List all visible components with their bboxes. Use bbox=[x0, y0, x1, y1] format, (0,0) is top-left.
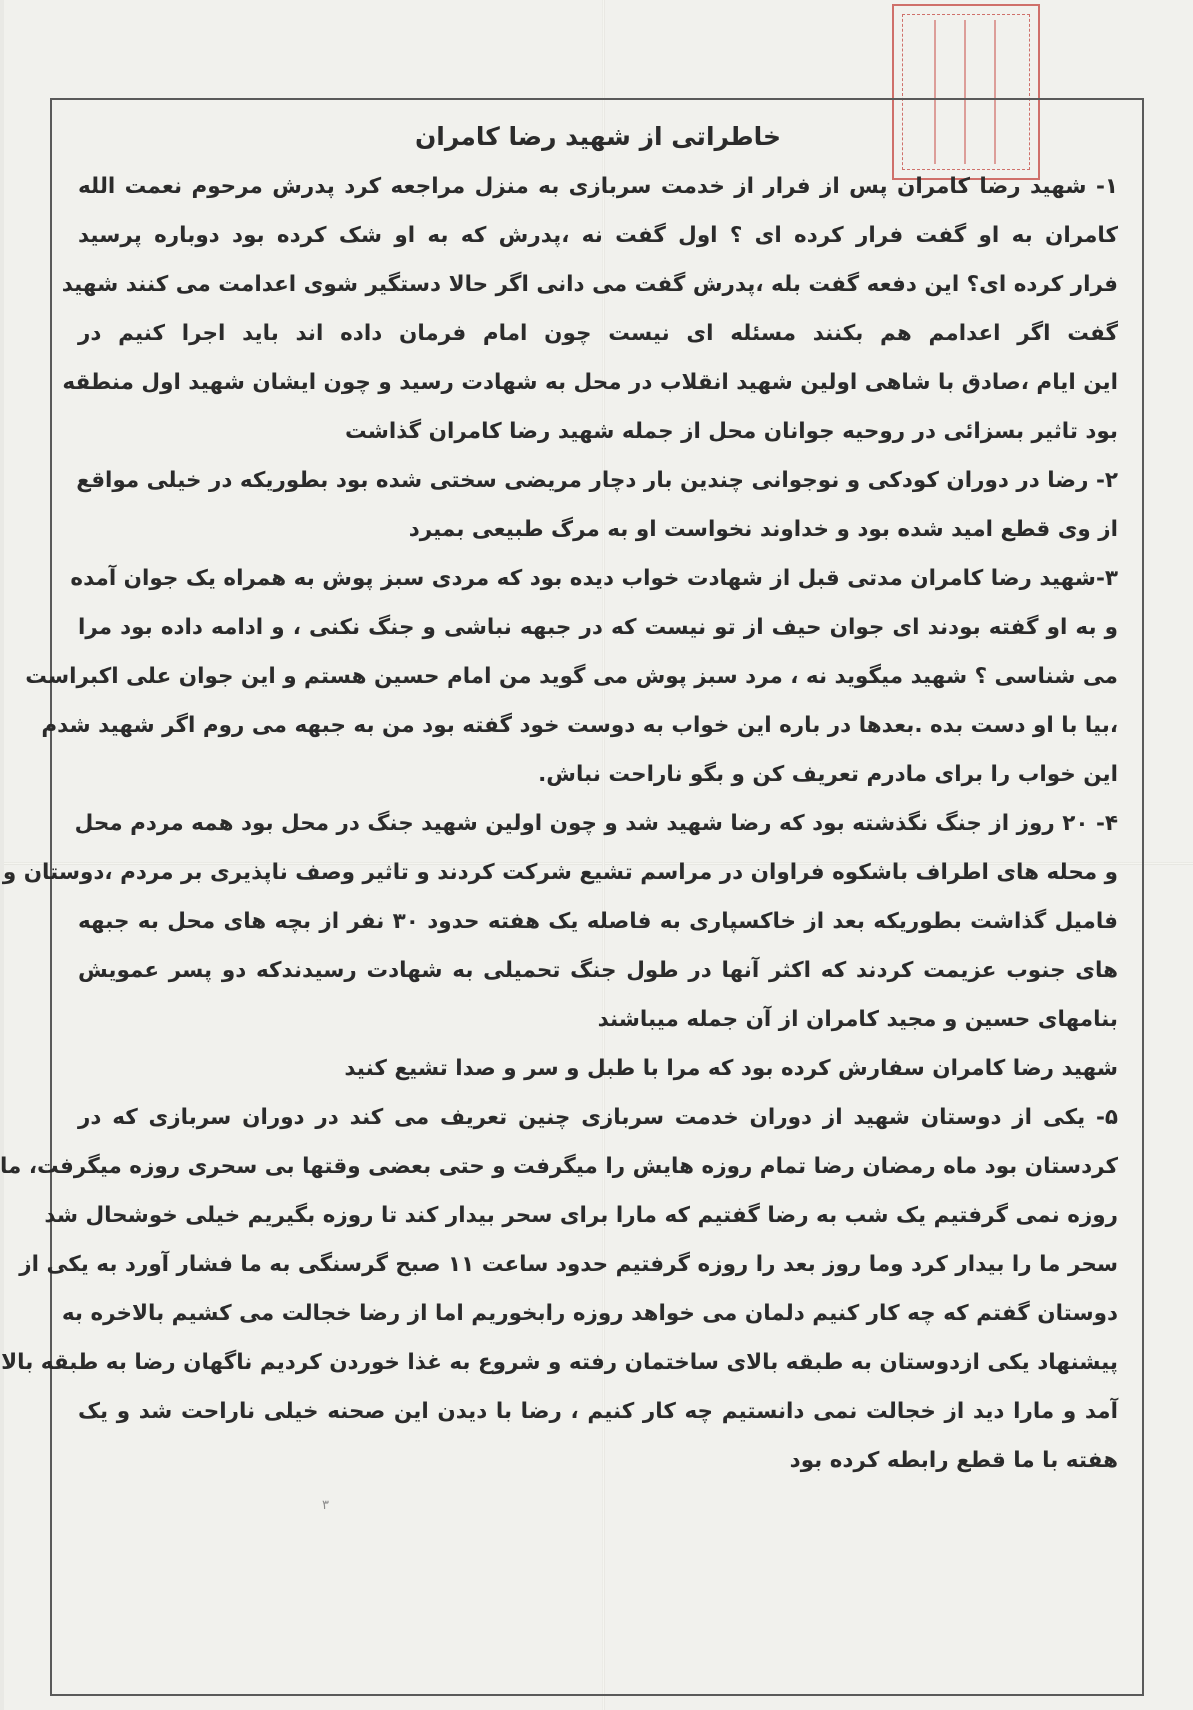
document-line: ۳-شهید رضا کامران مدتی قبل از شهادت خواب دیده بود که مردی سبز پوش به همراه یک جوان آمده bbox=[70, 566, 1118, 591]
document-line: پیشنهاد یکی ازدوستان به طبقه بالای ساختمان رفته و شروع به غذا خوردن کردیم ناگهان رضا به طبقه بالا bbox=[1, 1350, 1118, 1375]
document-line: گفت اگر اعدامم هم بکنند مسئله ای نیست چون امام فرمان داده اند باید اجرا کنیم در bbox=[78, 321, 1118, 346]
document-line: هفته با ما قطع رابطه کرده بود bbox=[789, 1448, 1118, 1473]
document-line: این خواب را برای مادرم تعریف کن و بگو ناراحت نباش. bbox=[538, 762, 1118, 787]
document-lines bbox=[0, 162, 1118, 1485]
document-line: سحر ما را بیدار کرد وما روز بعد را روزه گرفتیم حدود ساعت ۱۱ صبح گرسنگی به ما فشار آورد به یکی از bbox=[19, 1252, 1118, 1277]
document-line: می شناسی ؟ شهید میگوید نه ، مرد سبز پوش می گوید من امام حسین هستم و این جوان علی اکبراست bbox=[25, 664, 1118, 689]
document-line: ،بیا با او دست بده .بعدها در باره این خواب به دوست خود گفته بود من به جبهه می روم اگر شهید شدم bbox=[41, 713, 1118, 738]
document-line: ۲- رضا در دوران کودکی و نوجوانی چندین بار دچار مریضی سختی شده بود بطوریکه در خیلی مواقع bbox=[76, 468, 1118, 493]
document-line: دوستان گفتم که چه کار کنیم دلمان می خواهد روزه رابخوریم اما از رضا خجالت می کشیم بالاخره به bbox=[61, 1301, 1118, 1326]
document-line: و به او گفته بودند ای جوان حیف از تو نیست که در جبهه نباشی و جنگ نکنی ، و ادامه داده بود مرا bbox=[78, 615, 1118, 640]
document-line: روزه نمی گرفتیم یک شب به رضا گفتیم که مارا برای سحر بیدار کند تا روزه بگیریم خیلی خوشحال شد bbox=[44, 1203, 1118, 1228]
document-line: فامیل گذاشت بطوریکه بعد از خاکسپاری به فاصله یک هفته حدود ۳۰ نفر از بچه های محل به جبهه bbox=[78, 909, 1118, 934]
document-line: ۵- یکی از دوستان شهید از دوران خدمت سربازی چنین تعریف می کند در دوران سربازی که در bbox=[78, 1105, 1118, 1130]
document-line: کردستان بود ماه رمضان رضا تمام روزه هایش را میگرفت و حتی بعضی وقتها بی سحری روزه میگرفت، ما bbox=[0, 1154, 1118, 1179]
document-line: شهید رضا کامران سفارش کرده بود که مرا با طبل و سر و صدا تشیع کنید bbox=[344, 1056, 1118, 1081]
document-line: فرار کرده ای؟ این دفعه گفت بله ،پدرش گفت می دانی اگر حالا دستگیر شوی اعدامت می کنند شهید bbox=[61, 272, 1118, 297]
document-line: بنامهای حسین و مجید کامران از آن جمله میباشند bbox=[597, 1007, 1118, 1032]
document-line: آمد و مارا دید از خجالت نمی دانستیم چه کار کنیم ، رضا با دیدن این صحنه خیلی ناراحت شد و یک bbox=[78, 1399, 1118, 1424]
document-line: ۴- ۲۰ روز از جنگ نگذشته بود که رضا شهید شد و چون اولین شهید جنگ در محل بود همه مردم محل bbox=[74, 811, 1118, 836]
document-title: خاطراتی از شهید رضا کامران bbox=[414, 122, 782, 151]
document-line: بود تاثیر بسزائی در روحیه جوانان محل از جمله شهید رضا کامران گذاشت bbox=[344, 419, 1118, 444]
page-mark: ۳ bbox=[322, 1498, 329, 1513]
document-line: این ایام ،صادق با شاهی اولین شهید انقلاب در محل به شهادت رسید و چون ایشان شهید اول منطقه bbox=[62, 370, 1118, 395]
document-line: از وی قطع امید شده بود و خداوند نخواست او به مرگ طبیعی بمیرد bbox=[408, 517, 1118, 542]
document-line: های جنوب عزیمت کردند که اکثر آنها در طول جنگ تحمیلی به شهادت رسیدندکه دو پسر عمویش bbox=[78, 958, 1118, 983]
document-line: کامران به او گفت فرار کرده ای ؟ اول گفت نه ،پدرش که به او شک کرده بود دوباره پرسید bbox=[78, 223, 1118, 248]
document-line: و محله های اطراف باشکوه فراوان در مراسم تشیع شرکت کردند و تاثیر وصف ناپذیری بر مردم ،دوستان و bbox=[2, 860, 1118, 885]
document-body bbox=[0, 112, 1118, 1485]
document-line: ۱- شهید رضا کامران پس از فرار از خدمت سربازی به منزل مراجعه کرد پدرش مرحوم نعمت الله bbox=[78, 174, 1118, 199]
